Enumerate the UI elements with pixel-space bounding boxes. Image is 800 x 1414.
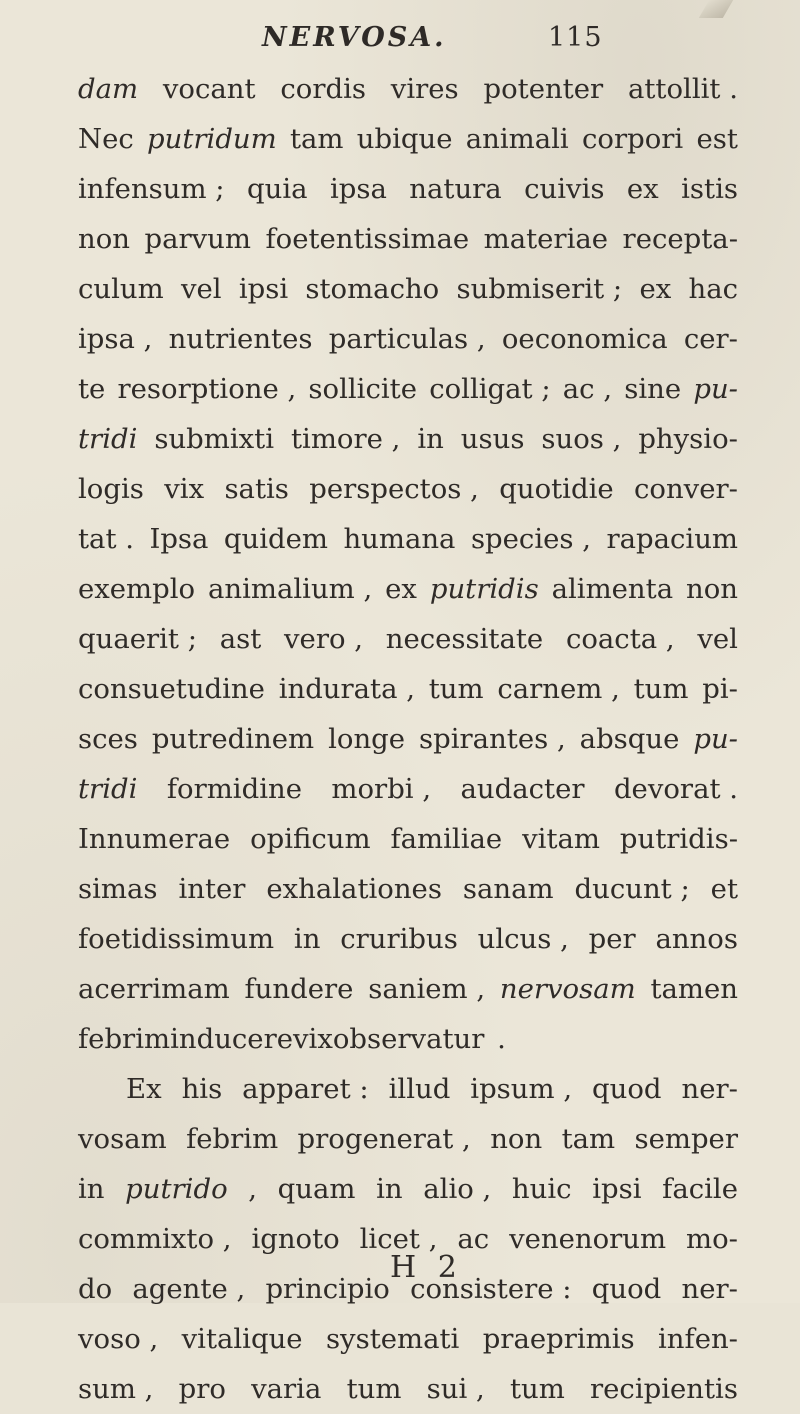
word: Innumerae xyxy=(78,823,231,855)
word: vel xyxy=(697,623,738,655)
word: venenorum xyxy=(509,1223,667,1255)
word: licet , xyxy=(359,1223,438,1255)
text-line xyxy=(78,764,738,814)
word: putrido xyxy=(125,1173,228,1205)
word: facile xyxy=(662,1173,738,1205)
word: ipsi xyxy=(592,1173,642,1205)
text-line xyxy=(78,564,738,614)
word: fundere xyxy=(244,973,354,1005)
text-line xyxy=(78,364,738,414)
word: progenerat , xyxy=(297,1123,471,1155)
word: vix xyxy=(164,473,205,505)
word: cordis xyxy=(280,73,366,105)
word: non xyxy=(686,573,738,605)
word: alimenta xyxy=(551,573,674,605)
word: quidem xyxy=(223,523,328,555)
word: Ex xyxy=(126,1073,162,1105)
word: putridum xyxy=(147,123,277,155)
word: sum , xyxy=(78,1373,154,1405)
word: quia xyxy=(247,173,308,205)
word: natura xyxy=(409,173,502,205)
word: necessitate xyxy=(385,623,544,655)
word: logis xyxy=(78,473,144,505)
word: cruribus xyxy=(340,923,458,955)
word: inducere xyxy=(170,1023,293,1055)
word: exhalationes xyxy=(266,873,442,905)
word: principio xyxy=(265,1273,390,1305)
word: tum xyxy=(509,1373,565,1405)
word: annos xyxy=(655,923,738,955)
text-line xyxy=(78,1064,738,1114)
word: absque xyxy=(579,723,680,755)
word: carnem , xyxy=(497,673,620,705)
word: opificum xyxy=(250,823,371,855)
word: attollit . xyxy=(627,73,738,105)
word: tridi xyxy=(78,773,138,805)
word: quaerit ; xyxy=(78,623,197,655)
word: tum xyxy=(346,1373,402,1405)
word: praeprimis xyxy=(482,1323,635,1355)
word: conver- xyxy=(634,473,738,505)
word: usus xyxy=(460,423,525,455)
word: ulcus , xyxy=(477,923,569,955)
word: vitalique xyxy=(181,1323,303,1355)
word: humana xyxy=(343,523,456,555)
word: animali xyxy=(465,123,569,155)
word: ipsa xyxy=(329,173,387,205)
word: est xyxy=(696,123,738,155)
word: infen- xyxy=(658,1323,738,1355)
word: quod xyxy=(592,1073,662,1105)
word: Nec xyxy=(78,123,134,155)
text-line xyxy=(78,114,738,164)
word: pu- xyxy=(693,373,738,405)
text-line xyxy=(78,1314,738,1364)
word: suos , xyxy=(541,423,622,455)
text-line xyxy=(78,1014,738,1064)
word: resorptione , xyxy=(117,373,297,405)
text-line xyxy=(78,1114,738,1164)
word: ubique xyxy=(356,123,453,155)
word: consistere : xyxy=(410,1273,572,1305)
word: ipsa , xyxy=(78,323,153,355)
word: ipsi xyxy=(238,273,289,305)
word: inter xyxy=(178,873,246,905)
text-line xyxy=(78,714,738,764)
word: corpori xyxy=(581,123,684,155)
word: in xyxy=(376,1173,403,1205)
word: submixti xyxy=(154,423,275,455)
word: exemplo xyxy=(78,573,196,605)
word: non xyxy=(490,1123,543,1155)
word: , xyxy=(248,1173,258,1205)
word: ner- xyxy=(681,1073,738,1105)
word: alio , xyxy=(423,1173,492,1205)
word: acerrimam xyxy=(78,973,230,1005)
text-line xyxy=(78,214,738,264)
word: varia xyxy=(251,1373,322,1405)
text-line xyxy=(78,664,738,714)
word: febrim xyxy=(78,1023,171,1055)
word: tam xyxy=(561,1123,616,1155)
word: tum xyxy=(428,673,484,705)
word: vocant xyxy=(162,73,256,105)
word: vitam xyxy=(522,823,600,855)
word: devorat . xyxy=(613,773,738,805)
word: colligat ; xyxy=(429,373,551,405)
word: pro xyxy=(178,1373,226,1405)
word: pi- xyxy=(702,673,738,705)
word: ex xyxy=(626,173,659,205)
word: foetidissimum xyxy=(78,923,275,955)
text-line xyxy=(78,914,738,964)
word: ipsum , xyxy=(470,1073,573,1105)
word: non xyxy=(78,223,130,255)
word: spirantes , xyxy=(419,723,566,755)
word: tat . xyxy=(78,523,134,555)
word: nervosam xyxy=(499,973,636,1005)
word: ner- xyxy=(681,1273,738,1305)
running-head: NERVOSA. xyxy=(262,22,447,53)
word: ex xyxy=(639,273,672,305)
word: et xyxy=(710,873,738,905)
word: foetentissimae xyxy=(265,223,470,255)
text-line xyxy=(78,64,738,114)
word: ac xyxy=(457,1223,490,1255)
word: do xyxy=(78,1273,113,1305)
word: vires xyxy=(390,73,459,105)
word: observatur . xyxy=(332,1023,506,1055)
word: ex xyxy=(385,573,417,605)
word: voso , xyxy=(78,1323,159,1355)
word: vel xyxy=(180,273,222,305)
word: oeconomica xyxy=(501,323,668,355)
word: animalium , xyxy=(208,573,373,605)
word: sine xyxy=(624,373,682,405)
word: ignoto xyxy=(251,1223,340,1255)
word: audacter xyxy=(460,773,585,805)
word: te xyxy=(78,373,106,405)
word: perspectos , xyxy=(309,473,479,505)
word: physio- xyxy=(638,423,738,455)
word: istis xyxy=(681,173,738,205)
word: coacta , xyxy=(565,623,675,655)
word: stomacho xyxy=(305,273,440,305)
word: infensum ; xyxy=(78,173,225,205)
word: particulas , xyxy=(328,323,486,355)
word: per xyxy=(588,923,636,955)
word: Ipsa xyxy=(149,523,209,555)
page-number: 115 xyxy=(548,22,603,53)
word: timore , xyxy=(290,423,401,455)
word: satis xyxy=(224,473,289,505)
word: rapacium xyxy=(606,523,738,555)
text-line xyxy=(78,314,738,364)
word: commixto , xyxy=(78,1223,232,1255)
signature-mark: H 2 xyxy=(390,1250,463,1285)
word: in xyxy=(78,1173,105,1205)
word: semper xyxy=(634,1123,738,1155)
word: mo- xyxy=(686,1223,738,1255)
text-line xyxy=(78,1364,738,1414)
word: putridis- xyxy=(619,823,738,855)
text-line xyxy=(78,614,738,664)
word: putridis xyxy=(429,573,539,605)
word: culum xyxy=(78,273,164,305)
text-line xyxy=(78,164,738,214)
word: illud xyxy=(388,1073,451,1105)
word: tamen xyxy=(650,973,738,1005)
word: hac xyxy=(688,273,738,305)
word: huic xyxy=(511,1173,572,1205)
word: cuivis xyxy=(524,173,605,205)
word: parvum xyxy=(144,223,251,255)
page-fold-mark xyxy=(699,0,733,18)
word: indurata , xyxy=(278,673,415,705)
word: species , xyxy=(470,523,591,555)
word: recepta- xyxy=(622,223,738,255)
word: formidine xyxy=(166,773,302,805)
text-line xyxy=(78,464,738,514)
word: simas xyxy=(78,873,158,905)
body-text xyxy=(78,64,738,1414)
word: submiserit ; xyxy=(456,273,623,305)
text-line xyxy=(78,864,738,914)
word: saniem , xyxy=(368,973,486,1005)
word: quotidie xyxy=(499,473,614,505)
word: apparet : xyxy=(242,1073,369,1105)
word: quam xyxy=(277,1173,356,1205)
text-line xyxy=(78,264,738,314)
word: ast xyxy=(219,623,262,655)
word: nutrientes xyxy=(168,323,313,355)
word: sces xyxy=(78,723,138,755)
word: ac , xyxy=(562,373,613,405)
word: ducunt ; xyxy=(574,873,690,905)
word: tum xyxy=(633,673,689,705)
text-line xyxy=(78,1164,738,1214)
word: longe xyxy=(328,723,406,755)
word: in xyxy=(417,423,444,455)
word: systemati xyxy=(325,1323,460,1355)
word: sanam xyxy=(462,873,554,905)
word: vero , xyxy=(284,623,364,655)
word: his xyxy=(181,1073,223,1105)
text-line xyxy=(78,814,738,864)
text-line xyxy=(78,514,738,564)
word: sui , xyxy=(426,1373,485,1405)
word: cer- xyxy=(683,323,738,355)
text-line xyxy=(78,414,738,464)
word: morbi , xyxy=(331,773,432,805)
word: vix xyxy=(293,1023,333,1055)
word: potenter xyxy=(483,73,604,105)
word: dam xyxy=(78,73,139,105)
word: pu- xyxy=(693,723,738,755)
word: putredinem xyxy=(151,723,315,755)
word: tam xyxy=(289,123,344,155)
word: in xyxy=(293,923,321,955)
word: agente , xyxy=(132,1273,246,1305)
word: recipientis xyxy=(590,1373,738,1405)
word: vosam xyxy=(78,1123,167,1155)
word: sollicite xyxy=(308,373,417,405)
word: consuetudine xyxy=(78,673,265,705)
word: familiae xyxy=(390,823,503,855)
page-header xyxy=(0,22,800,62)
text-line xyxy=(78,964,738,1014)
word: materiae xyxy=(483,223,609,255)
word: quod xyxy=(591,1273,662,1305)
word: tridi xyxy=(78,423,138,455)
word: febrim xyxy=(186,1123,279,1155)
